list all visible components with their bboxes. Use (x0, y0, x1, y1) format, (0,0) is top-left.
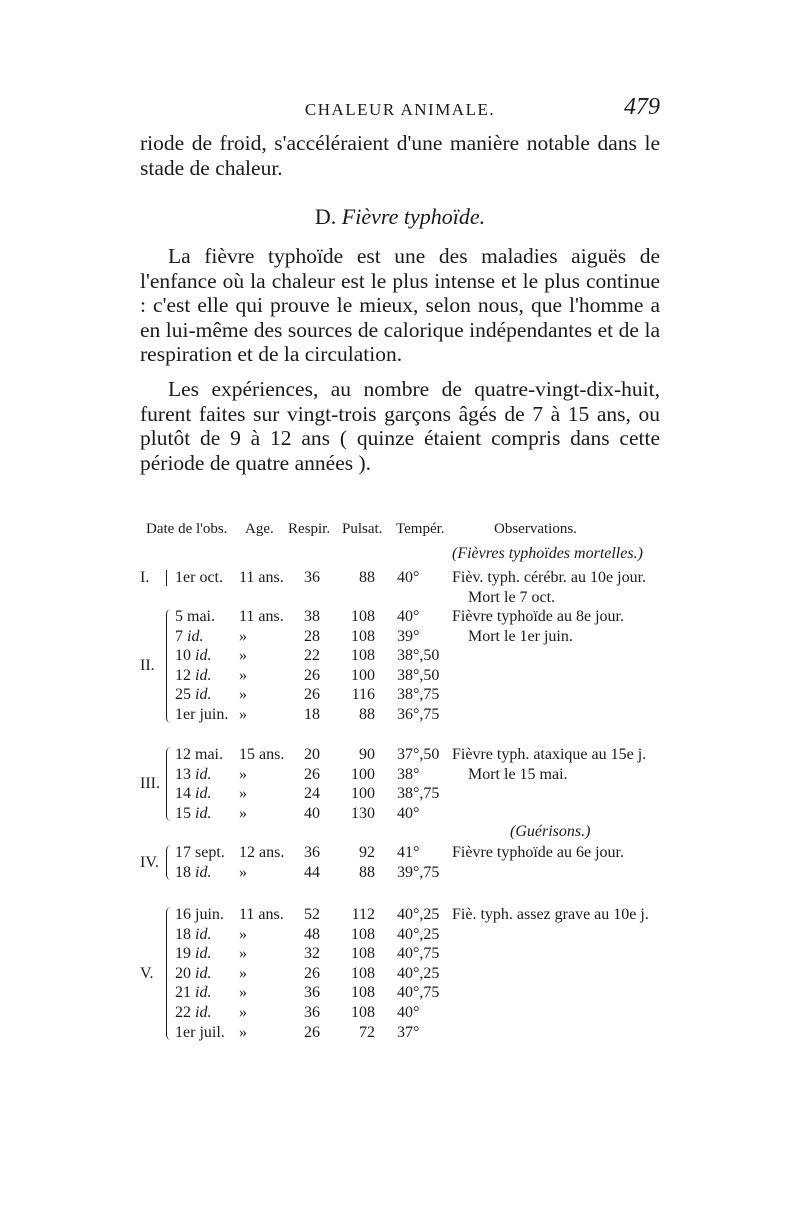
cell-pulsat: 108 (351, 608, 375, 625)
cell-respir: 26 (304, 666, 320, 684)
cell-pulsat: 112 (351, 906, 375, 923)
cell-temper: 38°,75 (397, 785, 440, 803)
cell-respir: 26 (304, 686, 320, 704)
page-number: 479 (624, 94, 660, 120)
cell-date: 12 mai. (175, 746, 223, 763)
cell-age: » (239, 964, 247, 982)
recovery-cases-label: (Guérisons.) (510, 823, 591, 840)
cell-respir: 26 (304, 964, 320, 982)
cell-temper: 38°,50 (397, 666, 440, 684)
cell-temper: 40°,75 (397, 984, 440, 1002)
cell-observation: Mort le 15 mai. (468, 765, 568, 783)
cell-age: 11 ans. (239, 569, 284, 586)
cell-pulsat: 108 (351, 1004, 375, 1021)
cell-temper: 39° (397, 627, 420, 645)
cell-pulsat: 90 (359, 746, 375, 763)
group-brace (166, 570, 173, 586)
cell-age: » (239, 666, 247, 684)
cell-date: 14 id. (175, 785, 212, 803)
cell-temper: 37°,50 (397, 746, 440, 763)
cell-respir: 24 (304, 785, 320, 803)
cell-pulsat: 100 (351, 785, 375, 803)
cell-respir: 26 (304, 765, 320, 783)
cell-age: » (239, 984, 247, 1002)
cell-age: » (239, 1004, 247, 1021)
cell-pulsat: 108 (351, 964, 375, 982)
paragraph-2-block (140, 377, 660, 475)
cell-temper: 38°,50 (397, 647, 440, 665)
cell-respir: 40 (304, 804, 320, 822)
cell-observation: Mort le 1er juin. (468, 627, 573, 645)
cell-respir: 36 (304, 984, 320, 1002)
intro-text (140, 131, 660, 180)
cell-pulsat: 92 (359, 844, 375, 861)
cell-respir: 36 (304, 1004, 320, 1021)
section-title (140, 204, 660, 230)
cell-date: 16 juin. (175, 906, 224, 923)
cell-age: » (239, 945, 247, 963)
cell-date: 1er juil. (175, 1023, 225, 1041)
col-header-observations: Observations. (494, 521, 577, 537)
cell-date: 12 id. (175, 666, 212, 684)
cell-pulsat: 72 (359, 1023, 375, 1041)
cell-pulsat: 108 (351, 925, 375, 943)
cell-temper: 40°,25 (397, 906, 440, 923)
cell-age: » (239, 765, 247, 783)
paragraph-1-block (140, 244, 660, 367)
cell-temper: 38° (397, 765, 420, 783)
cell-temper: 40° (397, 804, 420, 822)
col-header-age: Age. (245, 521, 274, 537)
cell-date: 15 id. (175, 804, 212, 822)
cell-age: » (239, 785, 247, 803)
section-letter: D. (314, 204, 337, 229)
cell-date: 1er juin. (175, 706, 229, 723)
col-header-temper: Tempér. (396, 521, 445, 537)
group-brace (166, 609, 173, 723)
cell-pulsat: 100 (351, 765, 375, 783)
cell-temper: 37° (397, 1023, 420, 1041)
cell-temper: 40° (397, 569, 420, 586)
cell-temper: 40° (397, 608, 420, 625)
cell-respir: 28 (304, 627, 320, 645)
cell-respir: 38 (304, 608, 320, 625)
col-header-date: Date de l'obs. (146, 521, 228, 537)
col-header-respir: Respir. (288, 521, 331, 537)
col-header-pulsat: Pulsat. (342, 521, 383, 537)
cell-pulsat: 100 (351, 666, 375, 684)
cell-respir: 52 (304, 906, 320, 923)
cell-pulsat: 108 (351, 647, 375, 665)
cell-pulsat: 108 (351, 984, 375, 1002)
cell-age: » (239, 686, 247, 704)
cell-age: » (239, 1023, 247, 1041)
cell-date: 18 id. (175, 863, 212, 881)
cell-temper: 36°,75 (397, 706, 440, 723)
cell-temper: 38°,75 (397, 686, 440, 704)
cell-date: 1er oct. (175, 569, 223, 586)
cell-date: 17 sept. (175, 844, 225, 861)
cell-respir: 18 (304, 706, 320, 723)
cell-date: 5 mai. (175, 608, 215, 625)
paragraph-1: La fièvre typhoïde est une des maladies aiguës de l'enfance où la chaleur est le plus intense et le plus continue : c'est elle qui prouve le mieux, selon nous, que l'homme a en lui-même des sources de calorique indépendantes et de la respiration et de la circulation. (140, 244, 660, 366)
cell-age: 12 ans. (239, 844, 285, 861)
cell-pulsat: 108 (351, 945, 375, 963)
cell-pulsat: 88 (359, 706, 375, 723)
cell-date: 22 id. (175, 1004, 212, 1021)
cell-temper: 40°,75 (397, 945, 440, 963)
intro-line-1: riode de froid, s'accéléraient d'une manière notable dans le (140, 131, 660, 155)
cell-respir: 22 (304, 647, 320, 665)
group-number: V. (140, 964, 154, 982)
fatal-cases-label: (Fièvres typhoïdes mortelles.) (452, 545, 643, 562)
cell-temper: 40°,25 (397, 925, 440, 943)
cell-pulsat: 88 (359, 863, 375, 881)
cell-respir: 36 (304, 844, 320, 861)
cell-observation: Fièvre typhoïde au 8e jour. (452, 608, 624, 625)
cell-age: » (239, 925, 247, 943)
cell-age: 15 ans. (239, 746, 285, 763)
cell-age: » (239, 863, 247, 881)
group-brace (166, 747, 173, 821)
cell-observation: Fièvre typh. ataxique au 15e j. (452, 746, 647, 763)
cell-respir: 32 (304, 945, 320, 963)
cell-date: 18 id. (175, 925, 212, 943)
cell-observation: Fièv. typh. cérébr. au 10e jour. (452, 569, 647, 586)
page-header (140, 96, 660, 126)
cell-respir: 36 (304, 569, 320, 586)
cell-respir: 20 (304, 746, 320, 763)
cell-age: 11 ans. (239, 906, 284, 923)
cell-pulsat: 108 (351, 627, 375, 645)
group-brace (166, 845, 173, 880)
section-title-text: Fièvre typhoïde. (341, 204, 486, 229)
cell-date: 25 id. (175, 686, 212, 704)
cell-temper: 40° (397, 1004, 420, 1021)
group-number: III. (140, 775, 160, 793)
cell-date: 20 id. (175, 964, 212, 982)
paragraph-2: Les expériences, au nombre de quatre-vingt-dix-huit, furent faites sur vingt-trois garçons âgés de 7 à 15 ans, ou plutôt de 9 à 12 ans ( quinze étaient compris dans cette période de quatre années ). (140, 377, 660, 475)
cell-temper: 40°,25 (397, 964, 440, 982)
group-brace (166, 907, 173, 1040)
cell-pulsat: 88 (359, 569, 375, 586)
cell-date: 7 id. (175, 627, 204, 645)
cell-age: » (239, 647, 247, 665)
intro-line-2: stade de chaleur. (140, 155, 283, 180)
cell-temper: 41° (397, 844, 420, 861)
cell-respir: 48 (304, 925, 320, 943)
cell-date: 10 id. (175, 647, 212, 665)
cell-pulsat: 130 (351, 804, 375, 822)
cell-age: » (239, 706, 247, 723)
cell-observation: Mort le 7 oct. (468, 588, 556, 606)
cell-observation: Fièvre typhoïde au 6e jour. (452, 844, 624, 861)
cell-temper: 39°,75 (397, 863, 440, 881)
cell-observation: Fiè. typh. assez grave au 10e j. (452, 906, 649, 923)
cell-respir: 44 (304, 863, 320, 881)
cell-age: » (239, 804, 247, 822)
cell-date: 13 id. (175, 765, 212, 783)
group-number: II. (140, 656, 155, 674)
cell-age: » (239, 627, 247, 645)
cell-respir: 26 (304, 1023, 320, 1041)
cell-pulsat: 116 (351, 686, 375, 704)
running-head: CHALEUR ANIMALE. (304, 100, 496, 119)
cell-age: 11 ans. (239, 608, 284, 625)
cell-date: 19 id. (175, 945, 212, 963)
cell-date: 21 id. (175, 984, 212, 1002)
group-number: I. (140, 568, 150, 586)
group-number: IV. (140, 853, 159, 871)
